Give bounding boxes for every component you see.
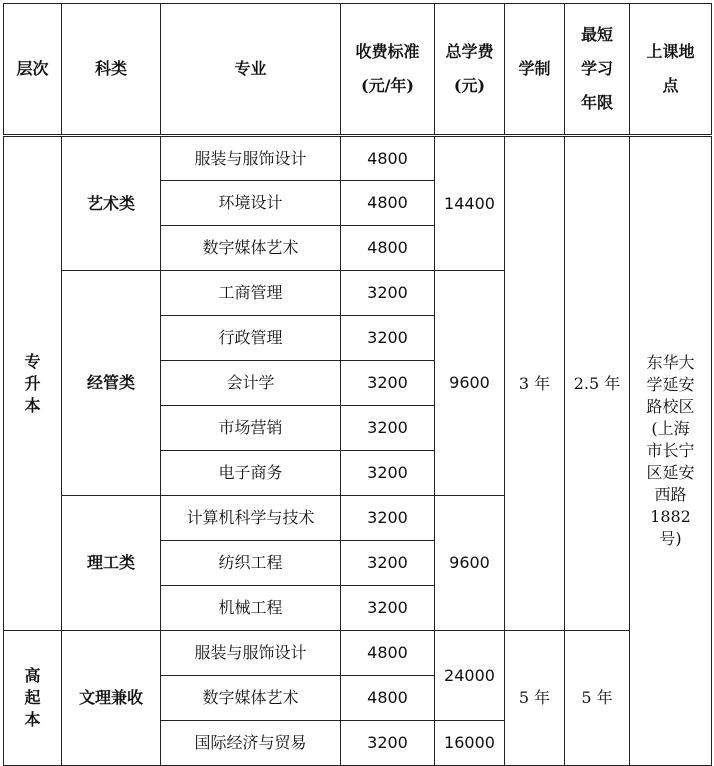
level-gqb-char: 高 <box>24 666 41 685</box>
header-min-years-line2: 学习 <box>580 59 613 78</box>
category-mgmt: 经管类 <box>62 271 161 496</box>
location-line: (上海 <box>651 419 690 438</box>
table-row <box>4 631 712 676</box>
fee-cell: 3200 <box>341 451 435 496</box>
major-cell: 服装与服饰设计 <box>161 631 341 676</box>
major-cell: 服装与服饰设计 <box>161 136 341 181</box>
duration-zsb: 3 年 <box>505 136 565 631</box>
location-line: 区延安 <box>646 463 695 482</box>
header-location-line1: 上课地 <box>646 42 695 61</box>
location-line: 市长宁 <box>646 441 695 460</box>
header-major: 专业 <box>161 4 341 136</box>
header-total-fee-line1: 总学费 <box>445 42 494 61</box>
level-zsb-char: 本 <box>24 395 41 415</box>
total-gqb-a: 24000 <box>435 631 505 721</box>
location-line: 1882 <box>650 507 691 526</box>
fee-table <box>3 3 712 766</box>
major-cell: 国际经济与贸易 <box>161 721 341 766</box>
fee-cell: 4800 <box>341 631 435 676</box>
total-gqb-b: 16000 <box>435 721 505 766</box>
location-line: 东华大 <box>646 353 695 372</box>
header-level: 层次 <box>4 4 62 136</box>
category-eng: 理工类 <box>62 496 161 631</box>
category-gqb: 文理兼收 <box>62 631 161 766</box>
fee-cell: 4800 <box>341 226 435 271</box>
min-years-gqb: 5 年 <box>565 631 630 766</box>
fee-cell: 3200 <box>341 361 435 406</box>
header-min-years-line1: 最短 <box>580 25 613 44</box>
location-line: 学延安 <box>646 375 695 394</box>
level-gqb <box>4 631 62 766</box>
header-total-fee-line2: (元) <box>453 76 486 95</box>
total-art: 14400 <box>435 136 505 271</box>
fee-cell: 4800 <box>341 136 435 181</box>
min-years-zsb: 2.5 年 <box>565 136 630 631</box>
fee-cell: 3200 <box>341 271 435 316</box>
fee-cell: 3200 <box>341 406 435 451</box>
major-cell: 数字媒体艺术 <box>161 676 341 721</box>
header-category: 科类 <box>62 4 161 136</box>
major-cell: 数字媒体艺术 <box>161 226 341 271</box>
fee-cell: 3200 <box>341 541 435 586</box>
major-cell: 纺织工程 <box>161 541 341 586</box>
location <box>630 136 712 766</box>
major-cell: 电子商务 <box>161 451 341 496</box>
header-row <box>4 4 712 136</box>
header-fee-standard <box>341 4 435 136</box>
duration-gqb: 5 年 <box>505 631 565 766</box>
fee-cell: 3200 <box>341 586 435 631</box>
fee-cell: 4800 <box>341 181 435 226</box>
major-cell: 机械工程 <box>161 586 341 631</box>
total-mgmt: 9600 <box>435 271 505 496</box>
header-min-years-line3: 年限 <box>580 93 613 112</box>
header-fee-standard-line1: 收费标准 <box>355 42 420 61</box>
location-line: 号) <box>659 529 682 548</box>
category-art: 艺术类 <box>62 136 161 271</box>
major-cell: 计算机科学与技术 <box>161 496 341 541</box>
level-zsb <box>4 136 62 631</box>
location-line: 西路 <box>654 485 687 504</box>
header-total-fee <box>435 4 505 136</box>
total-eng: 9600 <box>435 496 505 631</box>
major-cell: 工商管理 <box>161 271 341 316</box>
header-location <box>630 4 712 136</box>
header-location-line2: 点 <box>662 76 679 95</box>
location-line: 路校区 <box>646 397 695 416</box>
header-min-years <box>565 4 630 136</box>
major-cell: 行政管理 <box>161 316 341 361</box>
level-gqb-char: 本 <box>24 710 41 729</box>
major-cell: 会计学 <box>161 361 341 406</box>
fee-cell: 3200 <box>341 721 435 766</box>
major-cell: 环境设计 <box>161 181 341 226</box>
level-zsb-char: 升 <box>24 373 41 393</box>
header-duration: 学制 <box>505 4 565 136</box>
fee-cell: 3200 <box>341 316 435 361</box>
level-zsb-char: 专 <box>24 351 41 371</box>
major-cell: 市场营销 <box>161 406 341 451</box>
table-row <box>4 136 712 181</box>
fee-cell: 4800 <box>341 676 435 721</box>
level-gqb-char: 起 <box>24 688 41 707</box>
fee-cell: 3200 <box>341 496 435 541</box>
header-fee-standard-line2: (元/年) <box>361 76 414 95</box>
